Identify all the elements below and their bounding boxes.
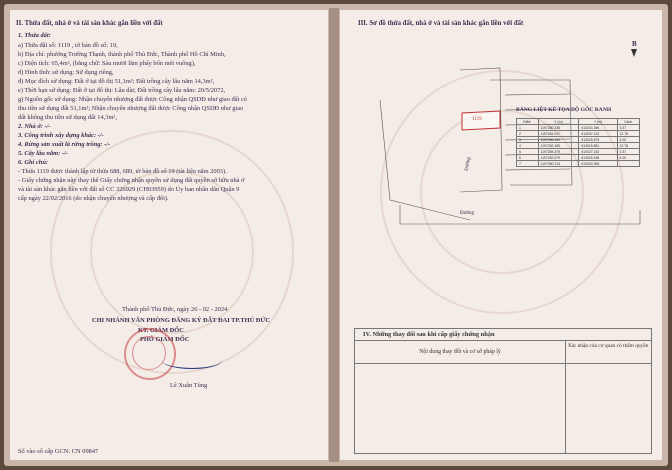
coord-cell: 613025.579 bbox=[579, 137, 617, 143]
section-4-title: IV. Những thay đổi sau khi cấp giấy chứng nhận bbox=[355, 329, 651, 341]
neighbor-parcel-outline bbox=[380, 100, 470, 220]
coord-cell: 1197280.338 bbox=[538, 125, 579, 131]
note-line-4: cấp ngày 22/02/2016 (do nhận chuyển nhượng và cấp đổi). bbox=[18, 195, 169, 202]
coord-header-cell: Y (m) bbox=[579, 119, 617, 125]
construction-line: 3. Công trình xây dựng khác: -/- bbox=[18, 132, 104, 139]
coord-cell: 613025.498 bbox=[579, 155, 617, 161]
section-2-title: II. Thửa đất, nhà ở và tài sản khác gắn liền với đất bbox=[16, 20, 163, 27]
road-label-horizontal: Đường bbox=[460, 211, 474, 216]
col-change-content: Nội dung thay đổi và cơ sở pháp lý bbox=[355, 341, 566, 363]
serial-number: Số vào sổ cấp GCN: CN 09847 bbox=[18, 448, 99, 455]
coord-cell bbox=[617, 161, 639, 167]
coord-cell: 5 bbox=[517, 149, 539, 155]
coord-cell: 613034.396 bbox=[579, 161, 617, 167]
coord-cell: 4 bbox=[517, 143, 539, 149]
coord-cell: 2 bbox=[517, 131, 539, 137]
coord-cell: 4.00 bbox=[617, 137, 639, 143]
land-use-form: d) Hình thức sử dụng: Sử dụng riêng, bbox=[18, 69, 114, 76]
coord-header-cell: Điểm bbox=[517, 119, 539, 125]
north-arrow-label: B bbox=[632, 40, 637, 48]
coord-cell: 3 bbox=[517, 137, 539, 143]
land-use-purpose: đ) Mục đích sử dụng: Đất ở tại đô thị 51,1m²; Đất trồng cây lâu năm 14,3m², bbox=[18, 78, 215, 85]
coord-cell: 613027.232 bbox=[579, 149, 617, 155]
section-3-title: III. Sơ đồ thửa đất, nhà ở và tài sản khác gắn liền với đất bbox=[358, 20, 524, 27]
coord-cell: 1197282.579 bbox=[538, 155, 579, 161]
coord-cell: 1197282.185 bbox=[538, 143, 579, 149]
perennial-line: 5. Cây lâu năm: -/- bbox=[18, 150, 68, 157]
coord-cell: 12.78 bbox=[617, 143, 639, 149]
note-line-3: và tài sản khác gắn liền với đất số CC 326929 (CH03959) do Ủy ban nhân dân Quận 9 bbox=[18, 186, 240, 193]
road-horizontal-outline bbox=[400, 205, 640, 224]
coord-cell: 613015.881 bbox=[579, 143, 617, 149]
red-seal-stamp-inner bbox=[132, 336, 166, 370]
issuing-office: CHI NHÁNH VĂN PHÒNG ĐĂNG KÝ ĐẤT ĐAI TP.THỦ ĐỨC bbox=[92, 317, 271, 324]
parcel-number-label: 1119 bbox=[472, 117, 482, 122]
note-line-1: - Thửa 1119 được thành lập từ thửa 688, 689, tờ bản đồ số 19 (tài liệu năm 2003). bbox=[18, 168, 227, 175]
coord-cell: 7 bbox=[517, 161, 539, 167]
right-page bbox=[340, 10, 662, 460]
land-use-term: e) Thời hạn sử dụng: Đất ở tại đô thị: Lâu dài; Đất trồng cây lâu năm: 20/5/2072, bbox=[18, 87, 226, 94]
coord-cell: 613037.132 bbox=[579, 131, 617, 137]
coord-cell: 4.00 bbox=[617, 155, 639, 161]
left-page bbox=[10, 10, 328, 460]
changes-table bbox=[354, 328, 652, 454]
coord-cell: 12.78 bbox=[617, 131, 639, 137]
land-address: b) Địa chỉ: phường Trường Thạnh, thành phố Thủ Đức, Thành phố Hồ Chí Minh, bbox=[18, 51, 226, 58]
land-number: a) Thửa đất số: 1119 , tờ bản đồ số: 19, bbox=[18, 42, 118, 49]
signature bbox=[162, 352, 222, 369]
land-heading: 1. Thửa đất: bbox=[18, 32, 51, 39]
land-area: c) Diện tích: 65,4m², (bằng chữ: Sáu mươi lăm phẩy bốn mét vuông), bbox=[18, 60, 196, 67]
coord-cell: 1197286.130 bbox=[538, 137, 579, 143]
coord-cell: 1197284.017 bbox=[538, 131, 579, 137]
land-origin-2: thu tiền sử dụng đất 51,1m²; Nhận chuyển nhượng đất được Công nhận QSDĐ như giao bbox=[18, 105, 244, 112]
coord-cell: 613034.396 bbox=[579, 125, 617, 131]
land-origin-3: đất không thu tiền sử dụng đất 14,3m², bbox=[18, 114, 117, 121]
coord-cell: 3.37 bbox=[617, 149, 639, 155]
coord-cell: 1197285.379 bbox=[538, 149, 579, 155]
note-line-2: - Giấy chứng nhận này thay thế Giấy chứng nhận quyền sử dụng đất quyền sở hữu nhà ở bbox=[18, 177, 245, 184]
coord-header-cell: X (m) bbox=[538, 119, 579, 125]
coord-cell: 1 bbox=[517, 125, 539, 131]
forest-line: 4. Rừng sản xuất là rừng trồng: -/- bbox=[18, 141, 111, 148]
deputy-director: PHÓ GIÁM ĐỐC bbox=[140, 336, 190, 343]
kt-director: KT. GIÁM ĐỐC bbox=[138, 327, 184, 334]
certificate-book bbox=[4, 4, 668, 466]
col-authority-confirm: Xác nhận của cơ quan có thẩm quyền bbox=[567, 343, 649, 349]
signer-name: Lê Xuân Tùng bbox=[170, 382, 208, 389]
coord-cell: 3.37 bbox=[617, 125, 639, 131]
coord-cell: 6 bbox=[517, 155, 539, 161]
place-date: Thành phố Thủ Đức, ngày 26 - 02 - 2024 bbox=[122, 306, 228, 313]
road-label-vertical: Đường bbox=[464, 156, 472, 172]
coord-cell: 1197280.213 bbox=[538, 161, 579, 167]
notes-heading: 6. Ghi chú: bbox=[18, 159, 49, 166]
table-row bbox=[517, 161, 640, 167]
coord-table-title: BẢNG LIỆT KÊ TỌA ĐỘ GÓC RANH bbox=[516, 107, 612, 113]
coord-header-cell: Cạnh bbox=[617, 119, 639, 125]
coordinate-table bbox=[516, 118, 640, 167]
land-origin-1: g) Nguồn gốc sử dụng: Nhận chuyển nhượng đất được Công nhận QSDĐ như giao đất có bbox=[18, 96, 247, 103]
house-line: 2. Nhà ở: -/- bbox=[18, 123, 51, 130]
book-spine bbox=[329, 8, 339, 462]
